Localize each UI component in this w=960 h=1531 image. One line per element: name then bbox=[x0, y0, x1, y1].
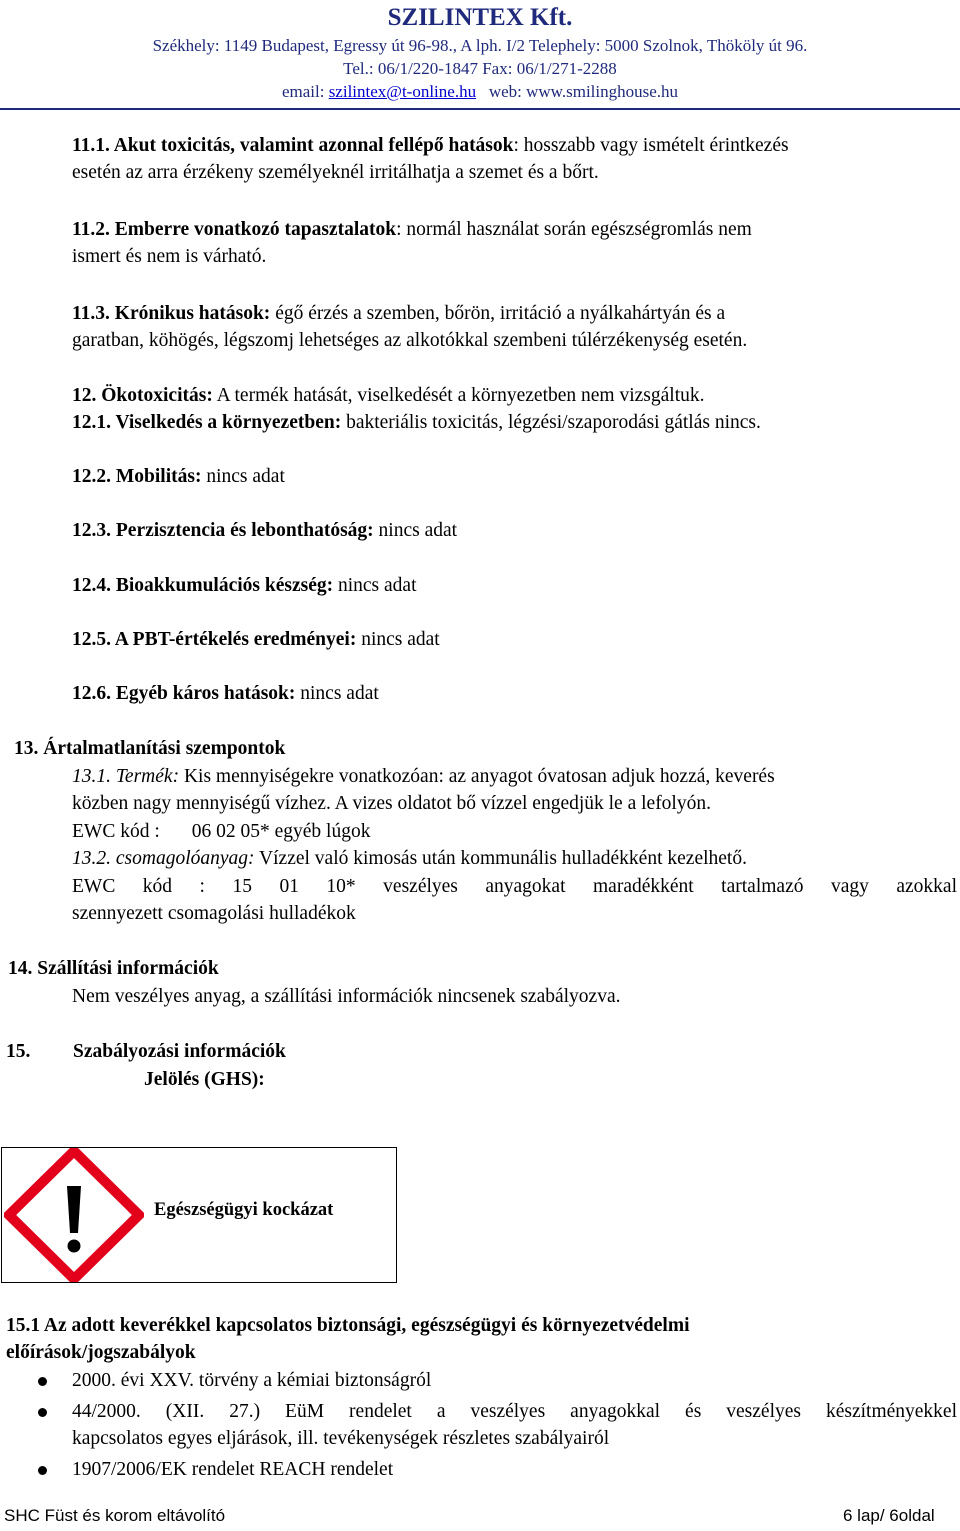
section-13-2-label: 13.2. csomagolóanyag: bbox=[72, 848, 255, 869]
section-12-3-heading: 12.3. Perzisztencia és lebonthatóság: bbox=[72, 520, 374, 541]
section-13-1-line2: közben nagy mennyiségű vízhez. A vizes oldatot bő vízzel engedjük le a lefolyón. bbox=[72, 793, 711, 814]
section-12-4-heading: 12.4. Bioakkumulációs készség: bbox=[72, 575, 334, 596]
bullet-dot bbox=[38, 1408, 47, 1417]
section-11-2-line2: ismert és nem is várható. bbox=[72, 246, 267, 267]
web-address: www.smilinghouse.hu bbox=[526, 82, 679, 101]
section-15-number: 15. bbox=[6, 1041, 31, 1062]
ewc-code-1 bbox=[72, 819, 370, 845]
section-11-2-line1: 11.2. Emberre vonatkozó tapasztalatok: normál használat során egészségromlás nem bbox=[72, 219, 752, 240]
email-label: email: bbox=[281, 82, 325, 101]
section-12-6-heading: 12.6. Egyéb káros hatások: bbox=[72, 683, 296, 704]
section-12-heading: 12. Ökotoxicitás: bbox=[72, 385, 213, 406]
company-phone: Tel.: 06/1/220-1847 Fax: 06/1/271-2288 bbox=[343, 59, 617, 78]
section-13-1-label: 13.1. Termék: bbox=[72, 766, 180, 787]
email-link[interactable]: szilintex@t-online.hu bbox=[328, 82, 477, 101]
section-12-1-heading: 12.1. Viselkedés a környezetben: bbox=[72, 412, 342, 433]
section-14-heading: 14. Szállítási információk bbox=[8, 958, 219, 979]
company-name: SZILINTEX Kft. bbox=[387, 4, 573, 31]
section-12-6: 12.6. Egyéb káros hatások: nincs adat bbox=[72, 683, 379, 704]
section-11-1-line1: 11.1. Akut toxicitás, valamint azonnal fellépő hatások: hosszabb vagy ismételt érintkezés bbox=[72, 135, 789, 156]
ghs-hazard-label: Egészségügyi kockázat bbox=[154, 1200, 334, 1220]
section-11-3-heading: 11.3. Krónikus hatások: bbox=[72, 303, 271, 324]
bullet-dot bbox=[38, 1377, 47, 1386]
ewc-code-2-line1: EWC kód : 15 01 10* veszélyes anyagokat maradékként tartalmazó vagy azokkal bbox=[72, 876, 957, 897]
section-13-heading: 13. Ártalmatlanítási szempontok bbox=[14, 738, 286, 759]
company-contact bbox=[0, 82, 960, 102]
ewc-code-2-line2: szennyezett csomagolási hulladékok bbox=[72, 903, 356, 924]
exclamation-mark-icon bbox=[4, 1148, 144, 1282]
section-12-5-heading: 12.5. A PBT-értékelés eredményei: bbox=[72, 629, 357, 650]
regulation-item: 2000. évi XXV. törvény a kémiai biztonságról bbox=[72, 1370, 432, 1391]
section-12-4: 12.4. Bioakkumulációs készség: nincs adat bbox=[72, 575, 417, 596]
section-11-3-line2: garatban, köhögés, légszomj lehetséges az alkotókkal szembeni túlérzékenység esetén. bbox=[72, 330, 748, 351]
section-13-1-line1: 13.1. Termék: Kis mennyiségekre vonatkozóan: az anyagot óvatosan adjuk hozzá, keverés bbox=[72, 766, 775, 787]
section-15-heading: Szabályozási információk bbox=[73, 1041, 286, 1062]
section-12: 12. Ökotoxicitás: A termék hatását, viselkedését a környezetben nem vizsgáltuk. bbox=[72, 385, 705, 406]
section-13-2-line: 13.2. csomagolóanyag: Vízzel való kimosás után kommunális hulladékként kezelhető. bbox=[72, 848, 747, 869]
section-12-5: 12.5. A PBT-értékelés eredményei: nincs adat bbox=[72, 629, 440, 650]
regulation-item: 44/2000. (XII. 27.) EüM rendelet a veszélyes anyagokkal és veszélyes készítményekkel bbox=[72, 1401, 957, 1422]
ewc-code-1-label: EWC kód : bbox=[72, 821, 160, 842]
ghs-label-box bbox=[1, 1147, 397, 1283]
footer-product-name: SHC Füst és korom eltávolító bbox=[4, 1506, 226, 1525]
ghs-heading: Jelölés (GHS): bbox=[144, 1069, 265, 1090]
section-14-text: Nem veszélyes anyag, a szállítási információk nincsenek szabályozva. bbox=[72, 986, 621, 1007]
section-12-3: 12.3. Perzisztencia és lebonthatóság: nincs adat bbox=[72, 520, 458, 541]
regulation-item: 1907/2006/EK rendelet REACH rendelet bbox=[72, 1459, 394, 1480]
web-label: web: bbox=[488, 82, 522, 101]
section-11-1-heading: 11.1. Akut toxicitás, valamint azonnal fellépő hatások bbox=[72, 135, 514, 156]
section-11-2-heading: 11.2. Emberre vonatkozó tapasztalatok bbox=[72, 219, 397, 240]
ewc-code-1-value: 06 02 05* egyéb lúgok bbox=[191, 821, 371, 842]
bullet-dot bbox=[38, 1466, 47, 1475]
section-11-1-line2: esetén az arra érzékeny személyeknél irritálhatja a szemet és a bőrt. bbox=[72, 162, 599, 183]
header-divider bbox=[0, 108, 960, 110]
section-15-1-line2: előírások/jogszabályok bbox=[6, 1342, 196, 1363]
section-12-2: 12.2. Mobilitás: nincs adat bbox=[72, 466, 285, 487]
section-15-1-line1: 15.1 Az adott keverékkel kapcsolatos biztonsági, egészségügyi és környezetvédelmi bbox=[6, 1315, 690, 1336]
company-address: Székhely: 1149 Budapest, Egressy út 96-98., A lph. I/2 Telephely: 5000 Szolnok, Thököly út 96. bbox=[152, 36, 808, 55]
footer-page-number: 6 lap/ 6oldal bbox=[843, 1506, 935, 1525]
section-11-3-line1: 11.3. Krónikus hatások: égő érzés a szemben, bőrön, irritáció a nyálkahártyán és a bbox=[72, 303, 726, 324]
section-12-1: 12.1. Viselkedés a környezetben: bakteriális toxicitás, légzési/szaporodási gátlás nincs. bbox=[72, 412, 761, 433]
section-12-2-heading: 12.2. Mobilitás: bbox=[72, 466, 202, 487]
regulation-item-continuation: kapcsolatos egyes eljárások, ill. tevékenységek részletes szabályairól bbox=[72, 1428, 610, 1449]
